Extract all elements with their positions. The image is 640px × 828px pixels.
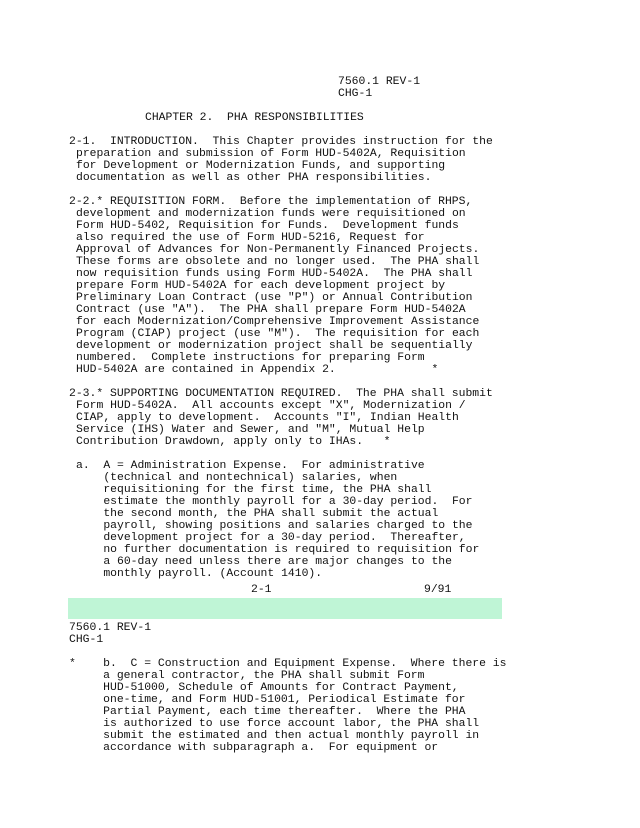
text-line: Service (IHS) Water and Sewer, and "M", Mutual Help	[76, 424, 425, 436]
page-break-band	[68, 598, 502, 619]
chapter-title: CHAPTER 2. PHA RESPONSIBILITIES	[145, 112, 364, 124]
text-line: 2-3.* SUPPORTING DOCUMENTATION REQUIRED. The PHA shall submit	[69, 388, 493, 400]
text-line: for Development or Modernization Funds, and supporting	[76, 160, 446, 172]
text-line: Contribution Drawdown, apply only to IHAs. *	[76, 436, 391, 448]
text-line: the second month, the PHA shall submit the actual	[76, 508, 439, 520]
text-line: prepare Form HUD-5402A for each development project by	[76, 280, 446, 292]
text-line: development or modernization project shall be sequentially	[76, 340, 473, 352]
text-line: Approval of Advances for Non-Permanently Financed Projects.	[76, 244, 480, 256]
text-line: development project for a 30-day period. Thereafter,	[76, 532, 466, 544]
text-line: Form HUD-5402, Requisition for Funds. Development funds	[76, 220, 459, 232]
text-line: a 60-day need unless there are major changes to the	[76, 556, 452, 568]
page-date: 9/91	[424, 584, 452, 596]
text-line: preparation and submission of Form HUD-5402A, Requisition	[76, 148, 466, 160]
text-line: documentation as well as other PHA responsibilities.	[76, 172, 432, 184]
text-line: HUD-5402A are contained in Appendix 2. *	[76, 364, 439, 376]
text-line: requisitioning for the first time, the PHA shall	[76, 484, 432, 496]
text-line: * b. C = Construction and Equipment Expense. Where there is	[69, 658, 507, 670]
text-line: (technical and nontechnical) salaries, when	[76, 472, 398, 484]
text-line: Preliminary Loan Contract (use "P") or Annual Contribution	[76, 292, 473, 304]
text-line: Form HUD-5402A. All accounts except "X", Modernization /	[76, 400, 466, 412]
text-line: no further documentation is required to requisition for	[76, 544, 480, 556]
change-number: CHG-1	[338, 88, 373, 100]
doc-number: 7560.1 REV-1	[338, 76, 421, 88]
text-line: now requisition funds using Form HUD-5402A. The PHA shall	[76, 268, 473, 280]
text-line: Contract (use "A"). The PHA shall prepare Form HUD-5402A	[76, 304, 466, 316]
text-line: Program (CIAP) project (use "M"). The requisition for each	[76, 328, 480, 340]
text-line: 2-2.* REQUISITION FORM. Before the implementation of RHPS,	[69, 196, 473, 208]
text-line: monthly payroll. (Account 1410).	[76, 568, 323, 580]
text-line: 2-1. INTRODUCTION. This Chapter provides instruction for the	[69, 136, 493, 148]
text-line: submit the estimated and then actual monthly payroll in	[69, 730, 480, 742]
text-line: payroll, showing positions and salaries charged to the	[76, 520, 473, 532]
text-line: HUD-51000, Schedule of Amounts for Contract Payment,	[69, 682, 459, 694]
text-line: a. A = Administration Expense. For administrative	[76, 460, 425, 472]
text-line: development and modernization funds were requisitioned on	[76, 208, 466, 220]
doc-number: 7560.1 REV-1	[69, 622, 152, 634]
text-line: CIAP, apply to development. Accounts "I", Indian Health	[76, 412, 459, 424]
text-line: is authorized to use force account labor, the PHA shall	[69, 718, 480, 730]
text-line: numbered. Complete instructions for preparing Form	[76, 352, 425, 364]
text-line: Partial Payment, each time thereafter. Where the PHA	[69, 706, 466, 718]
text-line: also required the use of Form HUD-5216, Request for	[76, 232, 425, 244]
page-number: 2-1	[251, 584, 272, 596]
change-number: CHG-1	[69, 634, 104, 646]
text-line: accordance with subparagraph a. For equipment or	[69, 742, 439, 754]
text-line: for each Modernization/Comprehensive Improvement Assistance	[76, 316, 480, 328]
text-line: a general contractor, the PHA shall submit Form	[69, 670, 425, 682]
text-line: estimate the monthly payroll for a 30-day period. For	[76, 496, 473, 508]
text-line: These forms are obsolete and no longer used. The PHA shall	[76, 256, 480, 268]
text-line: one-time, and Form HUD-51001, Periodical Estimate for	[69, 694, 466, 706]
